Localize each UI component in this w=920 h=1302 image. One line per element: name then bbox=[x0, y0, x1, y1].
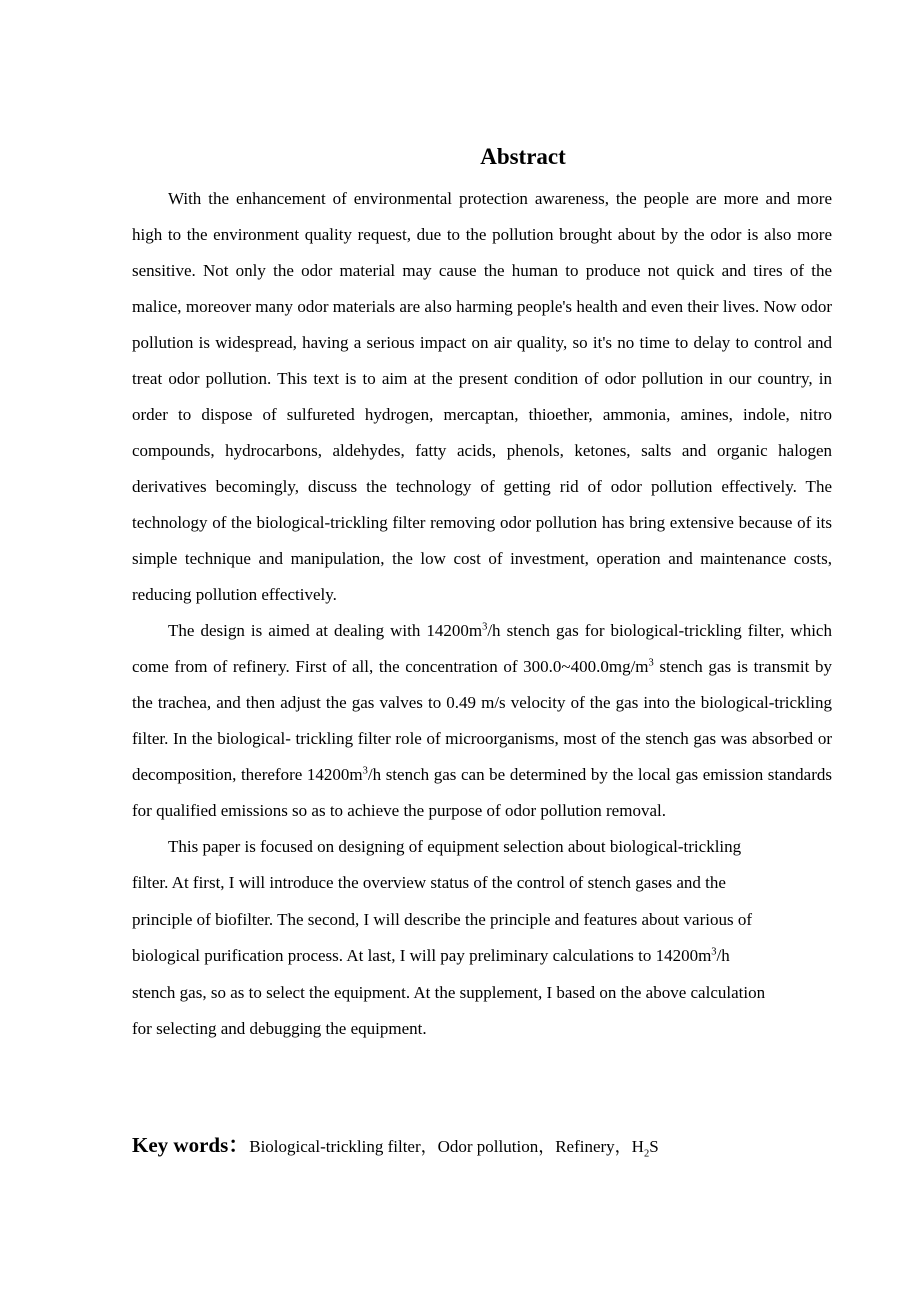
keywords-list: Biological-trickling filter，Odor pollution，Refinery，$H_2S$ bbox=[249, 1137, 659, 1160]
paragraph-line: principle of biofilter. The second, I will describe the principle and features about various of bbox=[132, 909, 752, 929]
abstract-paragraph-2: The design is aimed at dealing with $14200m^3/h$ stench gas for biological-trickling filter, which come from of refinery. First of all, the concentration of $300.0\sim 400.0mg/m^3$ stench gas is transmit by the trachea, and then adjust the gas valves to 0.49 m/s velocity of the gas into the biological-trickling filter. In the biological- trickling filter role of microorganisms, most of the stench gas was absorbed or decomposition, therefore $14200m^3/h$ stench gas can be determined by the local gas emission standards for qualified emissions so as to achieve the purpose of odor pollution removal. bbox=[132, 621, 832, 820]
abstract-paragraph-3 bbox=[132, 829, 832, 1047]
paragraph-line: biological purification process. At last, I will pay preliminary calculations to $14200m^3/h$ bbox=[132, 946, 730, 966]
paragraph-line: stench gas, so as to select the equipment. At the supplement, I based on the above calculation bbox=[132, 982, 766, 1002]
paragraph-line: This paper is focused on designing of equipment selection about biological-trickling bbox=[168, 837, 742, 856]
abstract-paragraph-1: With the enhancement of environmental protection awareness, the people are more and more high to the environment quality request, due to the pollution brought about by the odor is also more sensitive. Not only the odor material may cause the human to produce not quick and tires of the malice, moreover many odor materials are also harming people's health and even their lives. Now odor pollution is widespread, having a serious impact on air quality, so it's no time to delay to control and treat odor pollution. This text is to aim at the present condition of odor pollution in our country, in order to dispose of sulfureted hydrogen, mercaptan, thioether, ammonia, amines, indole, nitro compounds, hydrocarbons, aldehydes, fatty acids, phenols, ketones, salts and organic halogen derivatives becomingly, discuss the technology of getting rid of odor pollution effectively. The technology of the biological-trickling filter removing odor pollution has bring extensive because of its simple technique and manipulation, the low cost of investment, operation and maintenance costs, reducing pollution effectively. bbox=[132, 189, 832, 604]
keywords-line bbox=[132, 1128, 832, 1164]
paragraph-line: filter. At first, I will introduce the overview status of the control of stench gases and the bbox=[132, 873, 726, 893]
keywords-label: Key words： bbox=[132, 1133, 250, 1157]
paragraph-line: for selecting and debugging the equipment. bbox=[132, 1019, 427, 1039]
abstract-body bbox=[132, 181, 832, 1047]
page-title: Abstract bbox=[480, 144, 566, 169]
